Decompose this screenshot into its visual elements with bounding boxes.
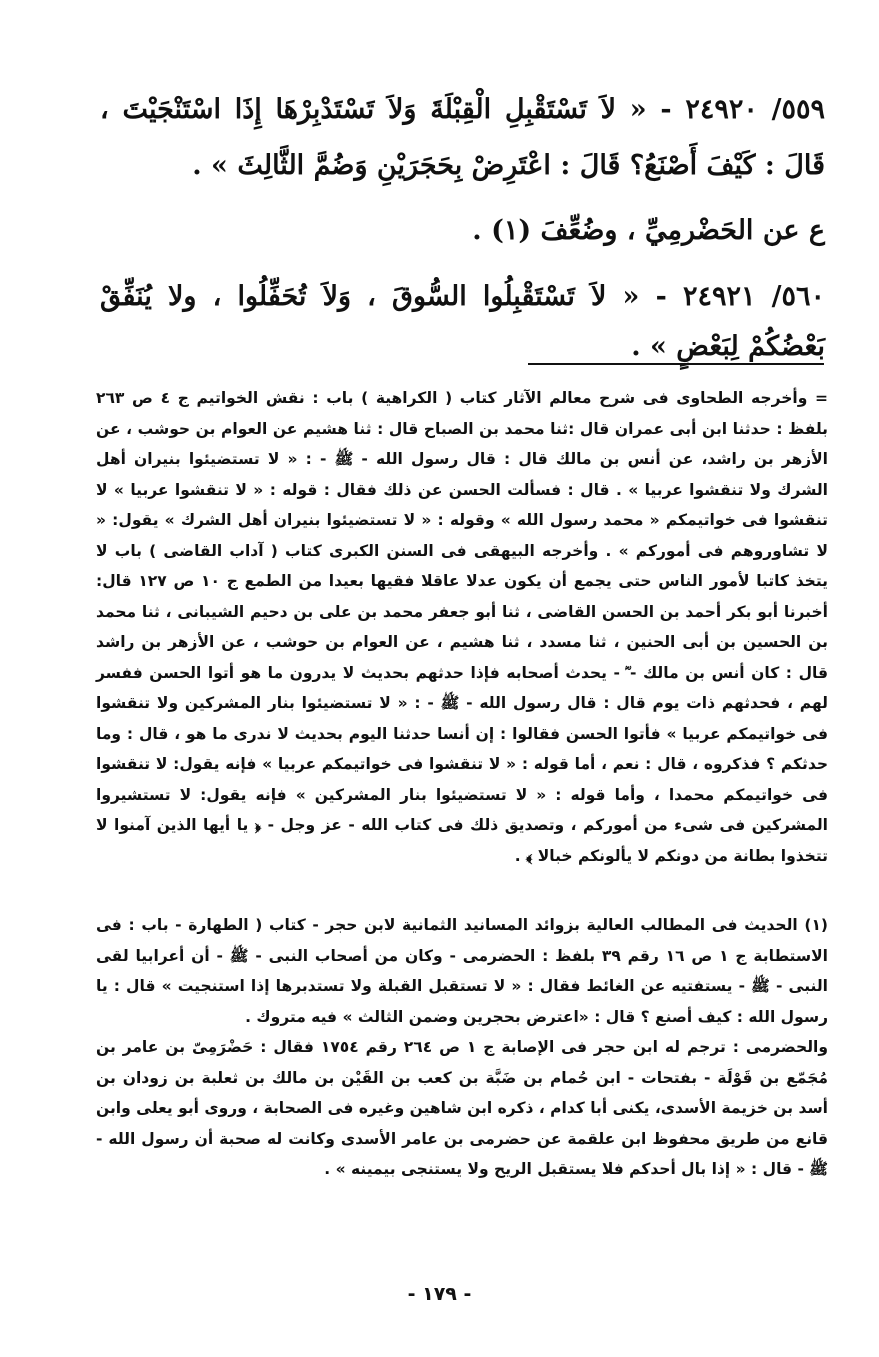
hadith-560 xyxy=(100,272,825,372)
footnote-1 xyxy=(96,910,828,1185)
hadith-560-text: ٥٦٠/ ٢٤٩٢١ - « لاَ تَسْتَقْبِلُوا السُّوقَ ، وَلاَ تُحَفِّلُوا ، ولا يُنَفِّقْ بَعْضُكُمْ لِبَعْضٍ » . xyxy=(100,281,825,362)
footnote-1-text: (١) الحديث فى المطالب العالية بزوائد المسانيد الثمانية لابن حجر - كتاب ( الطهارة - باب : فى الاستطابة ج ١ ص ١٦ رقم ٣٩ بلفظ : الحضرمى - وكان من أصحاب النبى - ﷺ - أن أعرابيا لقى النبى - ﷺ - يستفتيه عن الغائط فقال : « لا تستقبل القبلة ولا تستدبرها إذا استنجيت » قال : يا رسول الله : كيف أصنع ؟ قال : «اعترض بحجرين وضمن الثالث » فيه متروك . xyxy=(96,916,828,1026)
footnote-divider xyxy=(528,363,824,365)
hadith-559-source xyxy=(100,206,825,256)
footnote-1-biography: والحضرمى : ترجم له ابن حجر فى الإصابة ج ١ ص ٢٦٤ رقم ١٧٥٤ فقال : حَضْرَمِىّ بن عامر بن مُجَمّع بن قَوْلَة - بفتحات - ابن حُمام بن ضَبَّة بن كعب بن القَيْن بن مالك بن ثعلبة بن زودان بن أسد بن خزيمة الأسدى، يكنى أبا كدام ، ذكره ابن شاهين وغيره فى الصحابة ، وروى أبو يعلى وابن قانع من طريق محفوظ ابن علقمة عن حضرمى بن عامر الأسدى وكانت له صحبة أن رسول الله - ﷺ - قال : « إذا بال أحدكم فلا يستقبل الريح ولا يستنجى بيمينه » . xyxy=(96,1038,828,1178)
hadith-source-text: ع عن الحَضْرمِيِّ ، وضُعِّفَ (١) . xyxy=(472,215,825,246)
hadith-559-text: ٥٥٩/ ٢٤٩٢٠ - « لاَ تَسْتَقْبِلِ الْقِبْلَةَ وَلاَ تَسْتَدْبِرْهَا إِذَا اسْتَنْجَيْتَ ، قَالَ : كَيْفَ أَصْنَعُ؟ قَالَ : اعْتَرِضْ بِحَجَرَيْنِ وَضُمَّ الثَّالِثَ » . xyxy=(100,94,825,181)
hadith-559 xyxy=(100,82,825,194)
page-number: - ١٧٩ - xyxy=(407,1283,472,1305)
footnote-continued xyxy=(96,383,828,871)
footnote-continued-text: = وأخرجه الطحاوى فى شرح معالم الآثار كتاب ( الكراهية ) باب : نقش الخواتيم ج ٤ ص ٢٦٣ بلفظ : حدثنا ابن أبى عمران قال :ثنا محمد بن الصباح قال : ثنا هشيم عن العوام بن حوشب ، عن الأزهر بن راشد، عن أنس بن مالك قال : قال رسول الله - ﷺ - : « لا تستضيئوا بنيران أهل الشرك ولا تنقشوا عربيا » . قال : فسألت الحسن عن ذلك فقال : قوله : « لا تنقشوا عربيا » لا تنقشوا فى خواتيمكم « محمد رسول الله » وقوله : « لا تستضيئوا بنيران أهل الشرك » يقول: « لا تشاوروهم فى أموركم » . وأخرجه البيهقى فى السنن الكبرى كتاب ( آداب القاضى ) باب لا يتخذ كاتبا لأمور الناس حتى يجمع أن يكون عدلا عاقلا فقيها بعيدا من الطمع ج ١٠ ص ١٢٧ قال: أخبرنا أبو بكر أحمد بن الحسن القاضى ، ثنا أبو جعفر محمد بن على بن دحيم الشيبانى ، ثنا محمد بن الحسين بن أبى الحنين ، ثنا مسدد ، ثنا هشيم ، عن العوام بن حوشب ، عن الأزهر بن راشد قال : كان أنس بن مالك - ؓ - يحدث أصحابه فإذا حدثهم بحديث لا يدرون ما هو أتوا الحسن ففسر لهم ، فحدثهم ذات يوم قال : قال رسول الله - ﷺ - : « لا تستضيئوا بنار المشركين ولا تنقشوا فى خواتيمكم عربيا » فأتوا الحسن فقالوا : إن أنسا حدثنا اليوم بحديث لا ندرى ما هو ، قال : وما حدثكم ؟ فذكروه ، قال : نعم ، أما قوله : « لا تنقشوا فى خواتيمكم عربيا » فإنه يقول: لا تنقشوا فى خواتيمكم محمدا ، وأما قوله : « لا تستضيئوا بنار المشركين » فإنه يقول: لا تستشيروا المشركين فى شىء من أموركم ، وتصديق ذلك فى كتاب الله - عز وجل - ﴿ يا أيها الذين آمنوا لا تتخذوا بطانة من دونكم لا يألونكم خبالا ﴾ . xyxy=(96,389,828,865)
